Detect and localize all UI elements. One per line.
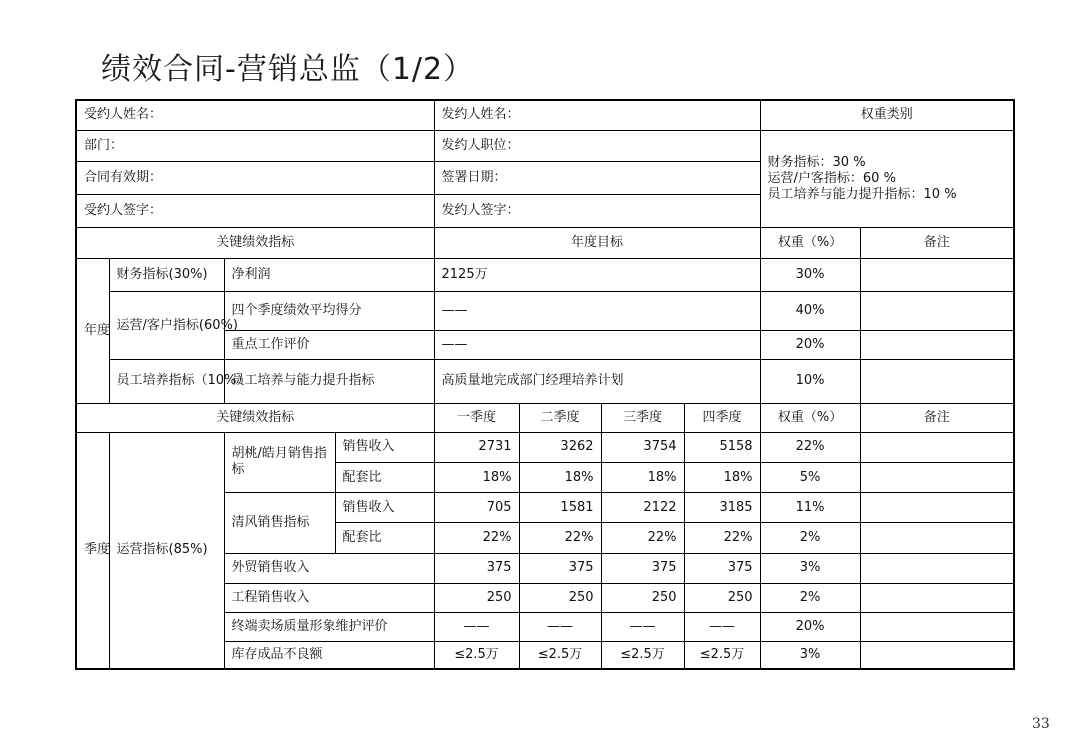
q1-value: 250: [434, 583, 519, 612]
quarterly-weight: 11%: [760, 493, 860, 523]
q2-value: ≤2.5万: [519, 642, 601, 669]
annual-target: ——: [434, 331, 760, 360]
q2-header: 二季度: [519, 403, 601, 432]
annual-weight: 30%: [760, 258, 860, 291]
indicator-name: 库存成品不良额: [224, 642, 434, 669]
q4-value: 22%: [684, 523, 760, 553]
annual-indicator: 重点工作评价: [224, 331, 434, 360]
quarterly-note: [860, 642, 1014, 669]
department-field: 部门：: [76, 130, 434, 161]
q2-value: 250: [519, 583, 601, 612]
annual-target: 2125万: [434, 258, 760, 291]
q2-value: 375: [519, 553, 601, 583]
q1-value: 705: [434, 493, 519, 523]
annual-indicator: 四个季度绩效平均得分: [224, 291, 434, 330]
annual-note-header: 备注: [860, 228, 1014, 258]
issuer-sign-field: 发约人签字：: [434, 195, 760, 228]
assignee-name-field: 受约人姓名：: [76, 100, 434, 130]
q4-value: ≤2.5万: [684, 642, 760, 669]
annual-weight: 10%: [760, 360, 860, 403]
quarterly-category: 运营指标(85%): [109, 432, 224, 669]
annual-weight: 40%: [760, 291, 860, 330]
weight-training: 员工培养与能力提升指标：10 %: [767, 187, 957, 203]
quarterly-label: 季度: [76, 432, 109, 669]
q1-value: 375: [434, 553, 519, 583]
quarterly-weight: 20%: [760, 612, 860, 641]
annual-kpi-header: 关键绩效指标: [76, 228, 434, 258]
q2-value: ——: [519, 612, 601, 641]
annual-category: 员工培养指标（10%）: [109, 360, 224, 403]
q4-value: 5158: [684, 432, 760, 462]
quarterly-note: [860, 553, 1014, 583]
q1-value: ——: [434, 612, 519, 641]
q1-value: 22%: [434, 523, 519, 553]
annual-target: ——: [434, 291, 760, 330]
sub-indicator: 销售收入: [335, 493, 434, 523]
annual-target-header: 年度目标: [434, 228, 760, 258]
quarterly-note: [860, 523, 1014, 553]
quarterly-weight: 3%: [760, 553, 860, 583]
validity-field: 合同有效期：: [76, 161, 434, 194]
q4-value: 3185: [684, 493, 760, 523]
sub-indicator: 配套比: [335, 462, 434, 492]
q4-header: 四季度: [684, 403, 760, 432]
q1-value: 2731: [434, 432, 519, 462]
q1-value: 18%: [434, 462, 519, 492]
q3-value: 375: [601, 553, 684, 583]
q2-value: 22%: [519, 523, 601, 553]
sub-indicator: 销售收入: [335, 432, 434, 462]
q3-value: ——: [601, 612, 684, 641]
weight-category-header: 权重类别: [760, 100, 1014, 130]
q4-value: ——: [684, 612, 760, 641]
indicator-name: 外贸销售收入: [224, 553, 434, 583]
quarterly-kpi-header: 关键绩效指标: [76, 403, 434, 432]
quarterly-note: [860, 462, 1014, 492]
page-number: 33: [1032, 716, 1050, 732]
q3-header: 三季度: [601, 403, 684, 432]
assignee-sign-field: 受约人签字：: [76, 195, 434, 228]
quarterly-weight: 22%: [760, 432, 860, 462]
annual-indicator: 员工培养与能力提升指标: [224, 360, 434, 403]
annual-weight: 20%: [760, 331, 860, 360]
quarterly-weight: 5%: [760, 462, 860, 492]
quarterly-note: [860, 432, 1014, 462]
quarterly-weight: 2%: [760, 583, 860, 612]
quarterly-weight: 3%: [760, 642, 860, 669]
group-name: 胡桃/皓月销售指标: [224, 432, 335, 492]
group-name: 清风销售指标: [224, 493, 335, 553]
q3-value: 18%: [601, 462, 684, 492]
annual-note: [860, 331, 1014, 360]
annual-note: [860, 360, 1014, 403]
q2-value: 3262: [519, 432, 601, 462]
quarterly-weight: 2%: [760, 523, 860, 553]
q3-value: 2122: [601, 493, 684, 523]
q3-value: 22%: [601, 523, 684, 553]
quarterly-note: [860, 493, 1014, 523]
q1-header: 一季度: [434, 403, 519, 432]
indicator-name: 终端卖场质量形象维护评价: [224, 612, 434, 641]
annual-indicator: 净利润: [224, 258, 434, 291]
annual-target: 高质量地完成部门经理培养计划: [434, 360, 760, 403]
quarterly-note: [860, 583, 1014, 612]
q3-value: 3754: [601, 432, 684, 462]
weight-financial: 财务指标：30 %: [767, 155, 866, 171]
quarterly-note-header: 备注: [860, 403, 1014, 432]
q2-value: 1581: [519, 493, 601, 523]
page-title: 绩效合同-营销总监（1/2）: [101, 52, 475, 87]
q4-value: 18%: [684, 462, 760, 492]
weight-operations: 运营/户客指标：60 %: [767, 171, 896, 187]
annual-note: [860, 258, 1014, 291]
annual-weight-header: 权重（%）: [760, 228, 860, 258]
annual-note: [860, 291, 1014, 330]
annual-category: 运营/客户指标(60%): [109, 291, 224, 359]
quarterly-note: [860, 612, 1014, 641]
q4-value: 250: [684, 583, 760, 612]
performance-contract-table: [75, 99, 1015, 670]
q3-value: 250: [601, 583, 684, 612]
q2-value: 18%: [519, 462, 601, 492]
annual-label: 年度: [76, 258, 109, 403]
sign-date-field: 签署日期：: [434, 161, 760, 194]
issuer-position-field: 发约人职位：: [434, 130, 760, 161]
q1-value: ≤2.5万: [434, 642, 519, 669]
annual-category: 财务指标(30%): [109, 258, 224, 291]
weight-category-list: [760, 130, 1014, 228]
issuer-name-field: 发约人姓名：: [434, 100, 760, 130]
q3-value: ≤2.5万: [601, 642, 684, 669]
indicator-name: 工程销售收入: [224, 583, 434, 612]
sub-indicator: 配套比: [335, 523, 434, 553]
quarterly-weight-header: 权重（%）: [760, 403, 860, 432]
q4-value: 375: [684, 553, 760, 583]
